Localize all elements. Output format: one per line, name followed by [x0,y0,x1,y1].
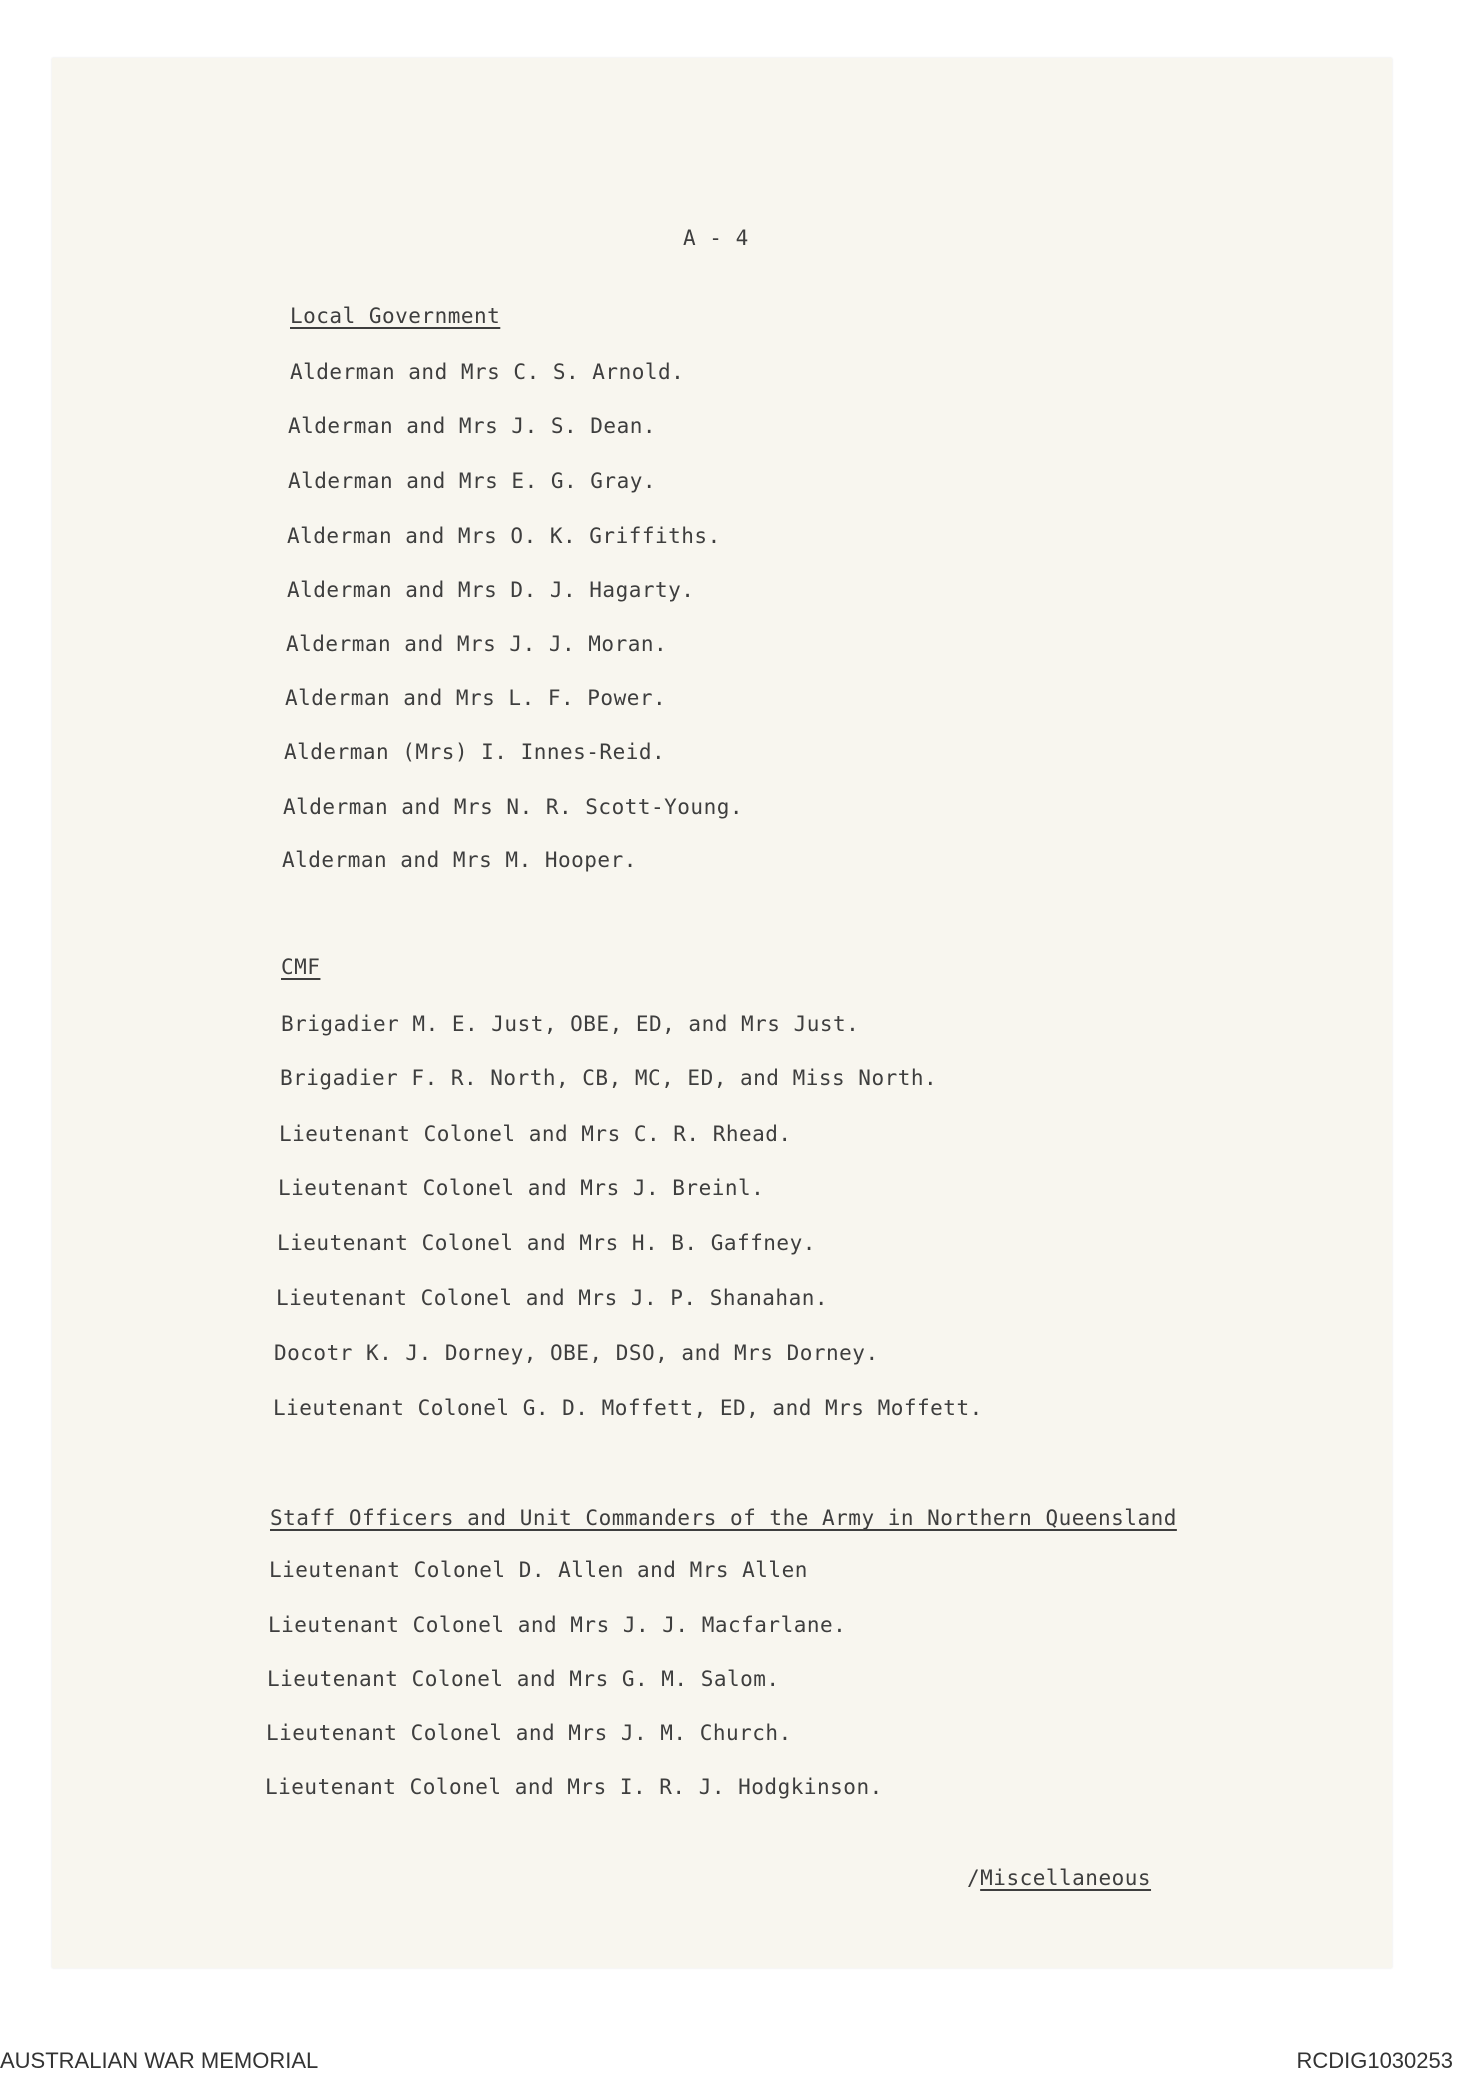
list-item: Alderman and Mrs D. J. Hagarty. [287,578,695,602]
list-item: Alderman and Mrs J. J. Moran. [286,632,668,656]
list-item: Alderman and Mrs J. S. Dean. [288,414,657,438]
list-item: Lieutenant Colonel and Mrs J. P. Shanahan. [276,1286,829,1310]
list-item: Alderman and Mrs C. S. Arnold. [290,360,685,384]
list-item: Lieutenant Colonel and Mrs I. R. J. Hodgkinson. [265,1775,883,1799]
list-item: Lieutenant Colonel and Mrs J. J. Macfarlane. [268,1613,847,1637]
continuation-slash: / [967,1866,981,1890]
list-item: Docotr K. J. Dorney, OBE, DSO, and Mrs Dorney. [274,1341,879,1365]
list-item: Lieutenant Colonel and Mrs H. B. Gaffney. [277,1231,816,1255]
list-item: Lieutenant Colonel and Mrs J. Breinl. [278,1176,765,1200]
section-heading-staff-officers: Staff Officers and Unit Commanders of the Army in Northern Queensland [270,1506,1177,1530]
footer-institution: AUSTRALIAN WAR MEMORIAL [0,2048,319,2073]
list-item: Lieutenant Colonel D. Allen and Mrs Allen [269,1558,808,1582]
list-item: Lieutenant Colonel and Mrs C. R. Rhead. [279,1122,792,1146]
list-item: Lieutenant Colonel and Mrs G. M. Salom. [267,1667,780,1691]
list-item: Alderman and Mrs O. K. Griffiths. [287,524,721,548]
list-item: Alderman and Mrs L. F. Power. [285,686,667,710]
list-item: Lieutenant Colonel G. D. Moffett, ED, and Mrs Moffett. [273,1396,983,1420]
list-item: Lieutenant Colonel and Mrs J. M. Church. [266,1721,792,1745]
list-item: Alderman and Mrs E. G. Gray. [288,469,657,493]
list-item: Alderman and Mrs N. R. Scott-Young. [283,795,744,819]
page-number: A - 4 [683,226,749,250]
continuation-catchword [967,1866,1151,1890]
continuation-word: Miscellaneous [980,1866,1152,1890]
list-item: Brigadier M. E. Just, OBE, ED, and Mrs Just. [281,1012,860,1036]
section-heading-local-government: Local Government [290,304,501,328]
list-item: Alderman and Mrs M. Hooper. [282,848,637,872]
footer-record-id: RCDIG1030253 [1296,2048,1453,2073]
list-item: Alderman (Mrs) I. Innes-Reid. [284,740,666,764]
list-item: Brigadier F. R. North, CB, MC, ED, and Miss North. [280,1066,938,1090]
section-heading-cmf: CMF [281,955,321,979]
